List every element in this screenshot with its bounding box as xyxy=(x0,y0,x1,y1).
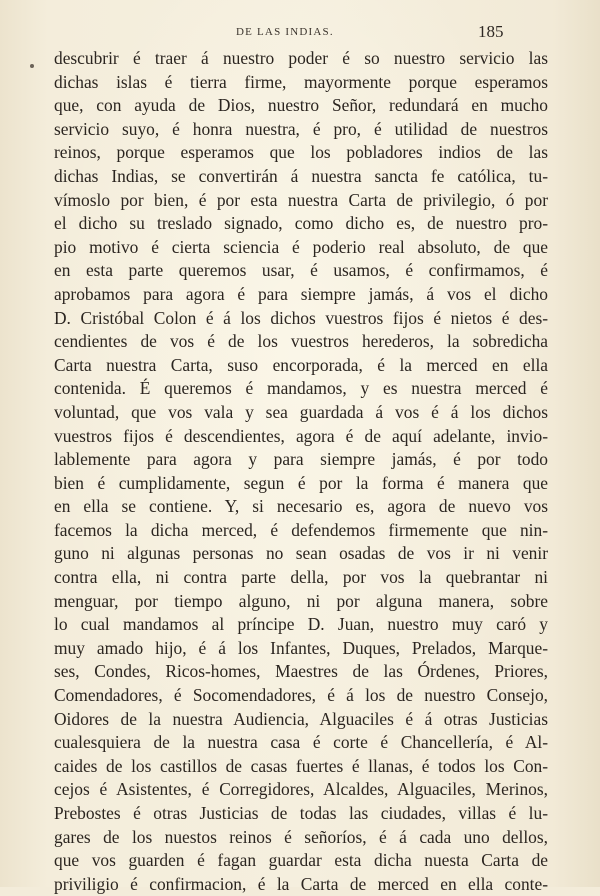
text-line: guno ni algunas personas no sean osadas de vos ir ni venir xyxy=(54,543,548,564)
text-line: Prebostes é otras Justicias de todas las ciudades, villas é lu- xyxy=(54,803,548,823)
text-line: cejos é Asistentes, é Corregidores, Alcaldes, Alguaciles, Merinos, xyxy=(54,779,548,800)
page-number: 185 xyxy=(478,22,504,41)
text-line: contra ella, ni contra parte della, por vos la quebrantar ni xyxy=(54,567,548,588)
text-line: cendientes de vos é de los vuestros herederos, la sobredicha xyxy=(54,331,548,352)
text-line: el dicho su treslado signado, como dicho es, de nuestro pro- xyxy=(54,213,548,234)
text-line: vímoslo por bien, é por esta nuestra Carta de privilegio, ó por xyxy=(54,189,548,210)
text-line: caides de los castillos de casas fuertes é llanas, é todos los Con- xyxy=(54,755,548,776)
margin-dot-mark xyxy=(30,64,34,68)
text-line: cualesquiera de la nuestra casa é corte é Chancellería, é Al- xyxy=(54,732,548,753)
text-line: que vos guarden é fagan guardar esta dicha nuesta Carta de xyxy=(54,850,548,871)
text-line: D. Cristóbal Colon é á los dichos vuestros fijos é nietos é des- xyxy=(54,307,548,328)
text-line: dichas Indias, se convertirán á nuestra sancta fe católica, tu- xyxy=(54,165,548,186)
text-line: en esta parte queremos usar, é usamos, é confirmamos, é xyxy=(54,260,548,281)
text-line: aprobamos para agora é para siempre jamás, á vos el dicho xyxy=(54,283,548,304)
running-head xyxy=(0,22,600,44)
running-title: DE LAS INDIAS. xyxy=(236,26,334,38)
text-line: dichas islas é tierra firme, mayormente porque esperamos xyxy=(54,71,548,92)
body-text xyxy=(54,47,548,896)
text-line: Comendadores, é Socomendadores, é á los de nuestro Consejo, xyxy=(54,685,548,706)
text-line: muy amado hijo, é á los Infantes, Duques, Prelados, Marque- xyxy=(54,637,548,658)
text-line: ses, Condes, Ricos-homes, Maestres de las Órdenes, Priores, xyxy=(54,661,548,682)
text-line: facemos la dicha merced, é defendemos firmemente que nin- xyxy=(54,519,548,540)
text-line: menguar, por tiempo alguno, ni por alguna manera, sobre xyxy=(54,590,548,611)
text-line: lo cual mandamos al príncipe D. Juan, nuestro muy caró y xyxy=(54,614,548,635)
text-line: lablemente para agora y para siempre jamás, é por todo xyxy=(54,449,548,470)
text-line: priviligio é confirmacion, é la Carta de merced en ella conte- xyxy=(54,873,548,894)
text-line: bien é cumplidamente, segun é por la forma é manera que xyxy=(54,472,548,493)
text-line: gares de los nuestos reinos é señoríos, é á cada uno dellos, xyxy=(54,826,548,847)
text-line: reinos, porque esperamos que los pobladores indios de las xyxy=(54,142,548,163)
text-line: en ella se contiene. Y, si necesario es, agora de nuevo vos xyxy=(54,496,548,517)
text-line: Oidores de la nuestra Audiencia, Alguaciles é á otras Justicias xyxy=(54,708,548,729)
text-line: servicio suyo, é honra nuestra, é pro, é utilidad de nuestros xyxy=(54,118,548,139)
text-line: Carta nuestra Carta, suso encorporada, é la merced en ella xyxy=(54,354,548,375)
text-line: voluntad, que vos vala y sea guardada á vos é á los dichos xyxy=(54,401,548,422)
text-line: vuestros fijos é descendientes, agora é de aquí adelante, invio- xyxy=(54,425,548,446)
text-line: pio motivo é cierta sciencia é poderio real absoluto, de que xyxy=(54,236,548,257)
text-line: contenida. É queremos é mandamos, y es nuestra merced é xyxy=(54,378,548,399)
text-line: que, con ayuda de Dios, nuestro Señor, redundará en mucho xyxy=(54,95,548,116)
text-line: descubrir é traer á nuestro poder é so nuestro servicio las xyxy=(54,48,548,68)
